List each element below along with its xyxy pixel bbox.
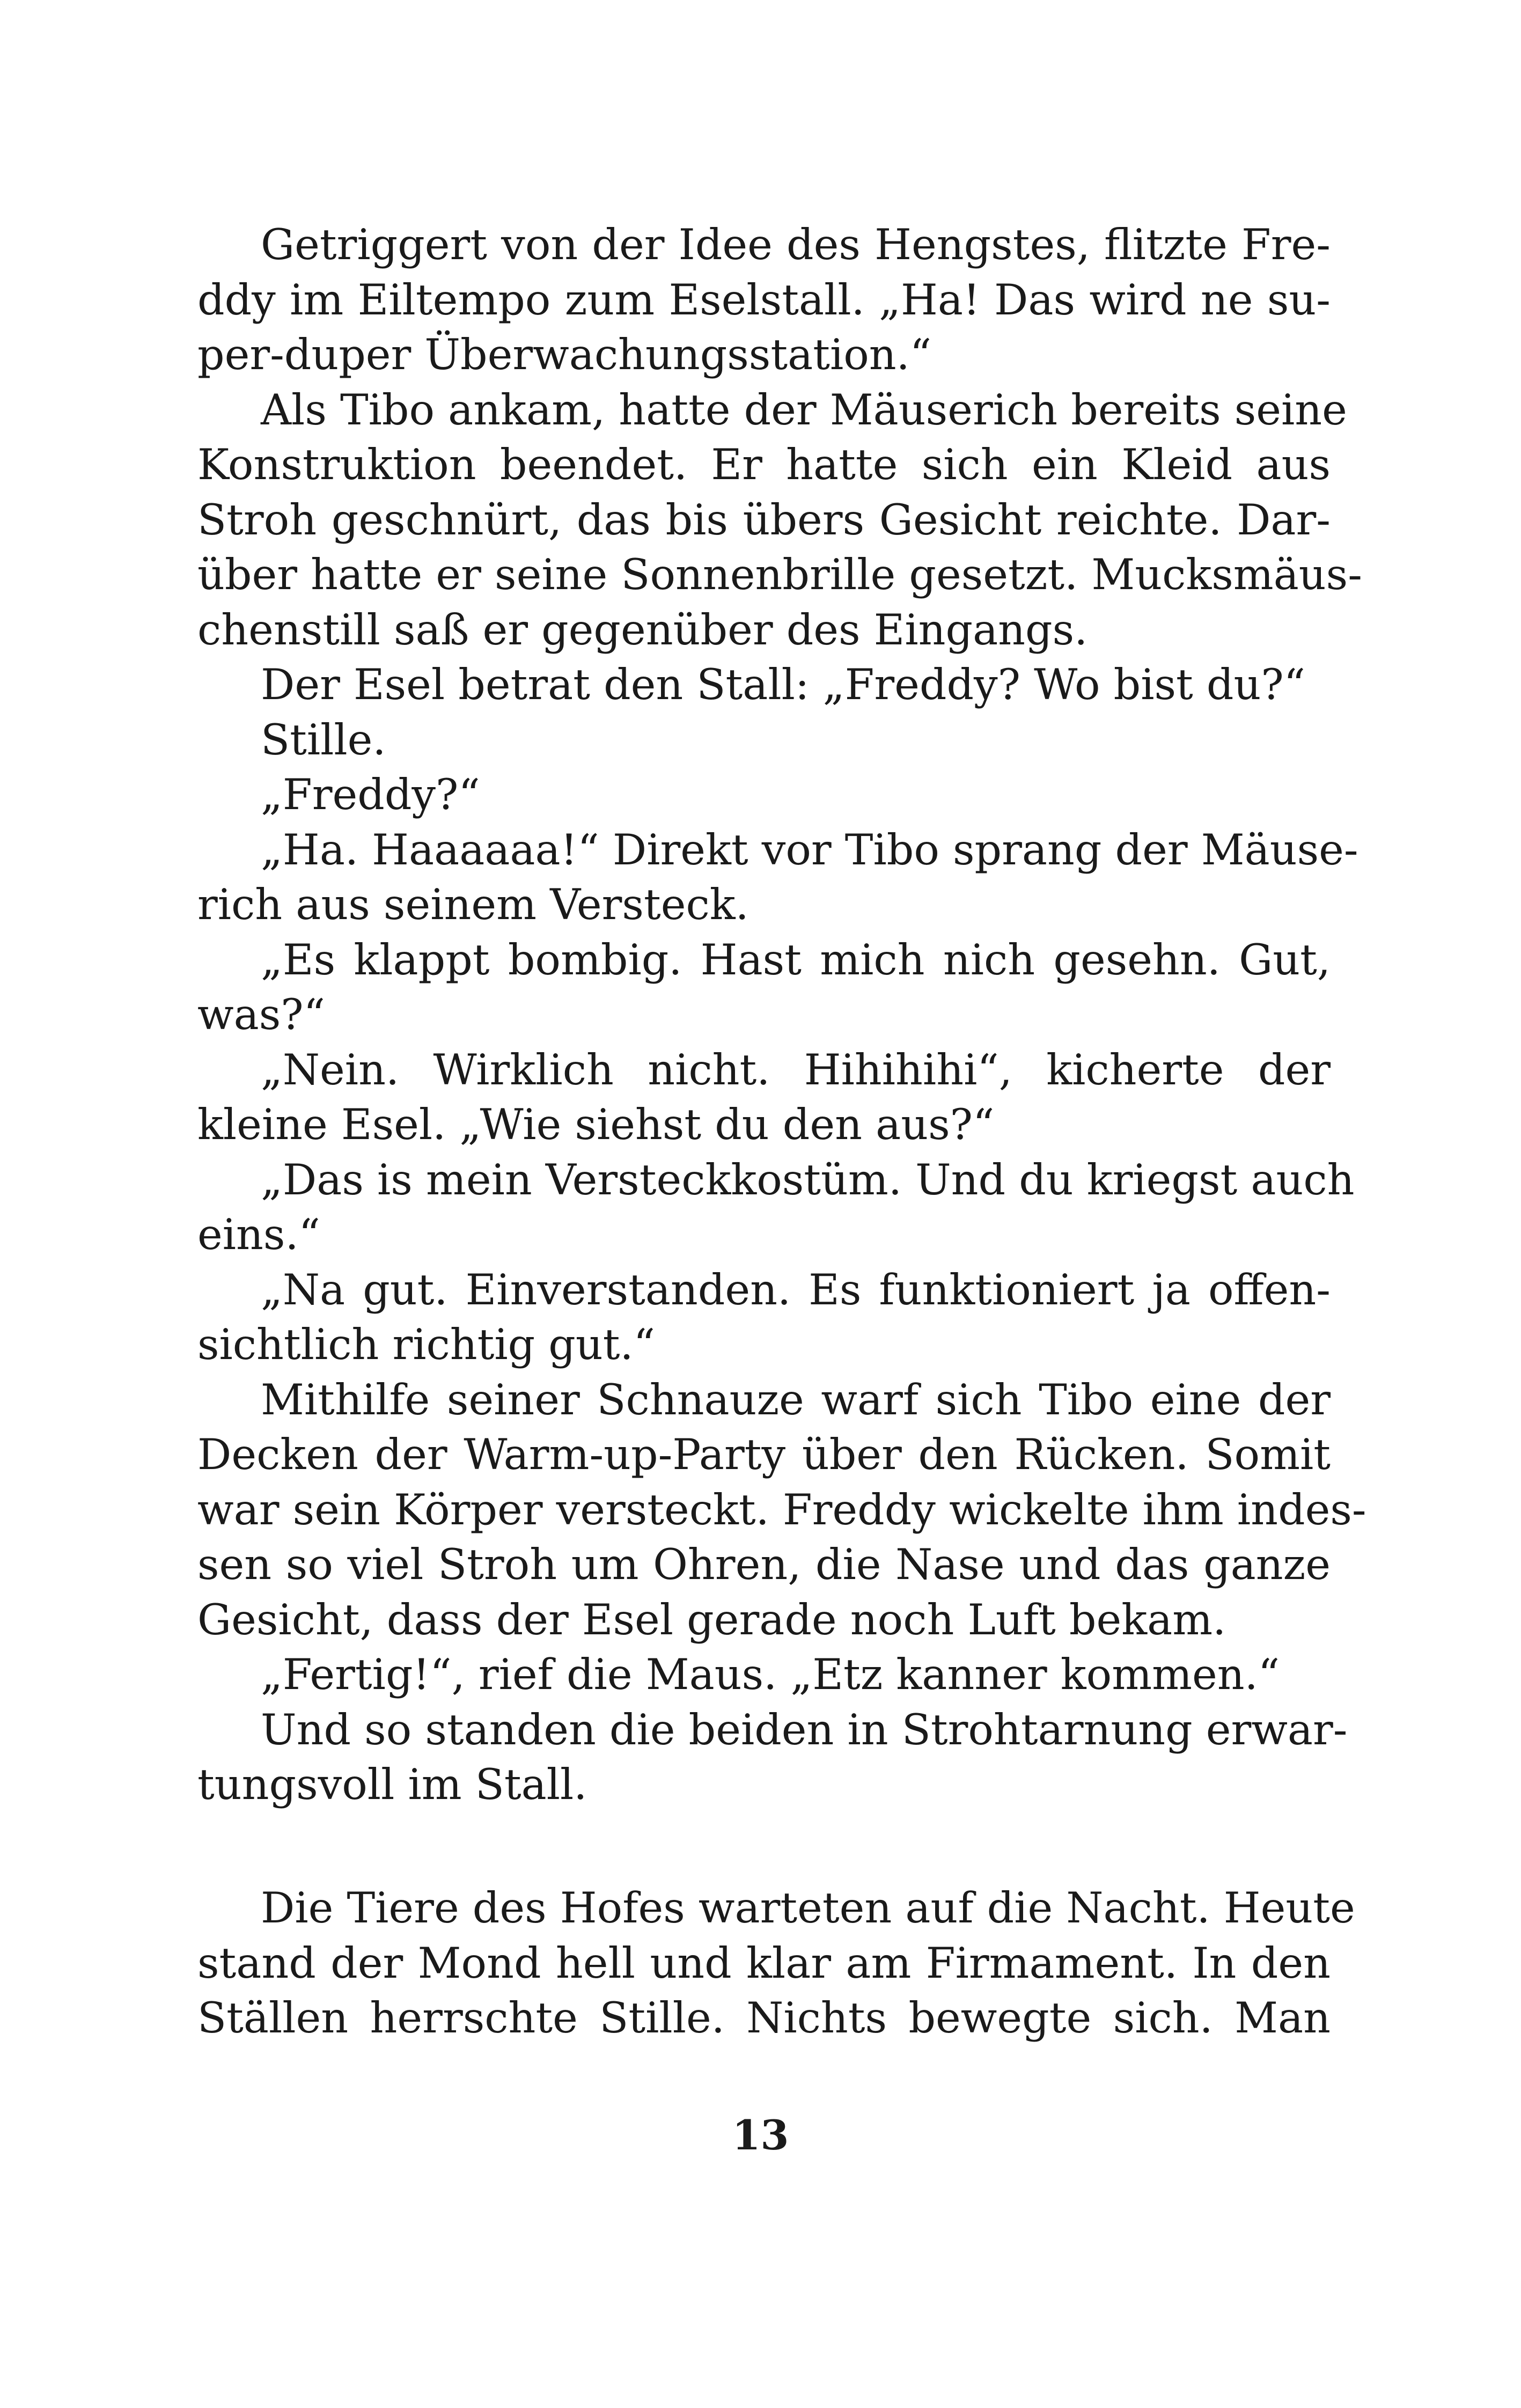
- text-block-section-2: [197, 1881, 1355, 2046]
- text-line: Ställen herrschte Stille. Nichts bewegte sich. Man: [197, 1993, 1331, 2043]
- text-line: Stroh geschnürt, das bis übers Gesicht reichte. Dar-: [197, 495, 1331, 545]
- text-line: chenstill saß er gegenüber des Eingangs.: [197, 605, 1088, 655]
- text-line: kleine Esel. „Wie siehst du den aus?“: [197, 1100, 995, 1149]
- text-line: stand der Mond hell und klar am Firmament. In den: [197, 1938, 1331, 1988]
- text-line: „Es klappt bombig. Hast mich nich gesehn. Gut,: [261, 935, 1331, 985]
- text-line: sen so viel Stroh um Ohren, die Nase und das ganze: [197, 1540, 1331, 1589]
- text-line: „Na gut. Einverstanden. Es funktioniert ja offen-: [261, 1265, 1331, 1315]
- text-line: was?“: [197, 990, 326, 1039]
- text-line: Und so standen die beiden in Strohtarnung erwar-: [261, 1705, 1348, 1754]
- text-line: ddy im Eiltempo zum Eselstall. „Ha! Das wird ne su-: [197, 275, 1331, 325]
- text-line: sichtlich richtig gut.“: [197, 1320, 655, 1369]
- text-line: Gesicht, dass der Esel gerade noch Luft bekam.: [197, 1595, 1226, 1645]
- text-line: „Das is mein Versteckkostüm. Und du kriegst auch: [261, 1155, 1355, 1205]
- text-block-main: [197, 217, 1366, 1812]
- text-line: Als Tibo ankam, hatte der Mäuserich bereits seine: [261, 385, 1347, 435]
- text-line: Decken der Warm-up-Party über den Rücken. Somit: [197, 1430, 1331, 1479]
- text-line: per-duper Überwachungsstation.“: [197, 330, 932, 379]
- text-line: Der Esel betrat den Stall: „Freddy? Wo bist du?“: [261, 660, 1306, 709]
- page-number: 13: [732, 2111, 789, 2159]
- text-line: „Fertig!“, rief die Maus. „Etz kanner kommen.“: [261, 1650, 1280, 1699]
- text-line: über hatte er seine Sonnenbrille gesetzt. Mucksmäus-: [197, 550, 1362, 599]
- text-line: Mithilfe seiner Schnauze warf sich Tibo eine der: [261, 1375, 1331, 1425]
- text-line: Die Tiere des Hofes warteten auf die Nacht. Heute: [261, 1883, 1355, 1933]
- text-line: „Nein. Wirklich nicht. Hihihihi“, kicherte der: [261, 1045, 1331, 1095]
- text-line: Konstruktion beendet. Er hatte sich ein Kleid aus: [197, 440, 1331, 489]
- text-line: „Ha. Haaaaaa!“ Direkt vor Tibo sprang der Mäuse-: [261, 825, 1358, 875]
- text-line: war sein Körper versteckt. Freddy wickelte ihm indes-: [197, 1485, 1366, 1535]
- text-line: Stille.: [261, 715, 386, 765]
- text-line: „Freddy?“: [261, 770, 480, 819]
- text-line: Getriggert von der Idee des Hengstes, flitzte Fre-: [261, 220, 1331, 269]
- text-line: eins.“: [197, 1210, 320, 1259]
- text-line: rich aus seinem Versteck.: [197, 880, 749, 929]
- text-line: tungsvoll im Stall.: [197, 1760, 587, 1809]
